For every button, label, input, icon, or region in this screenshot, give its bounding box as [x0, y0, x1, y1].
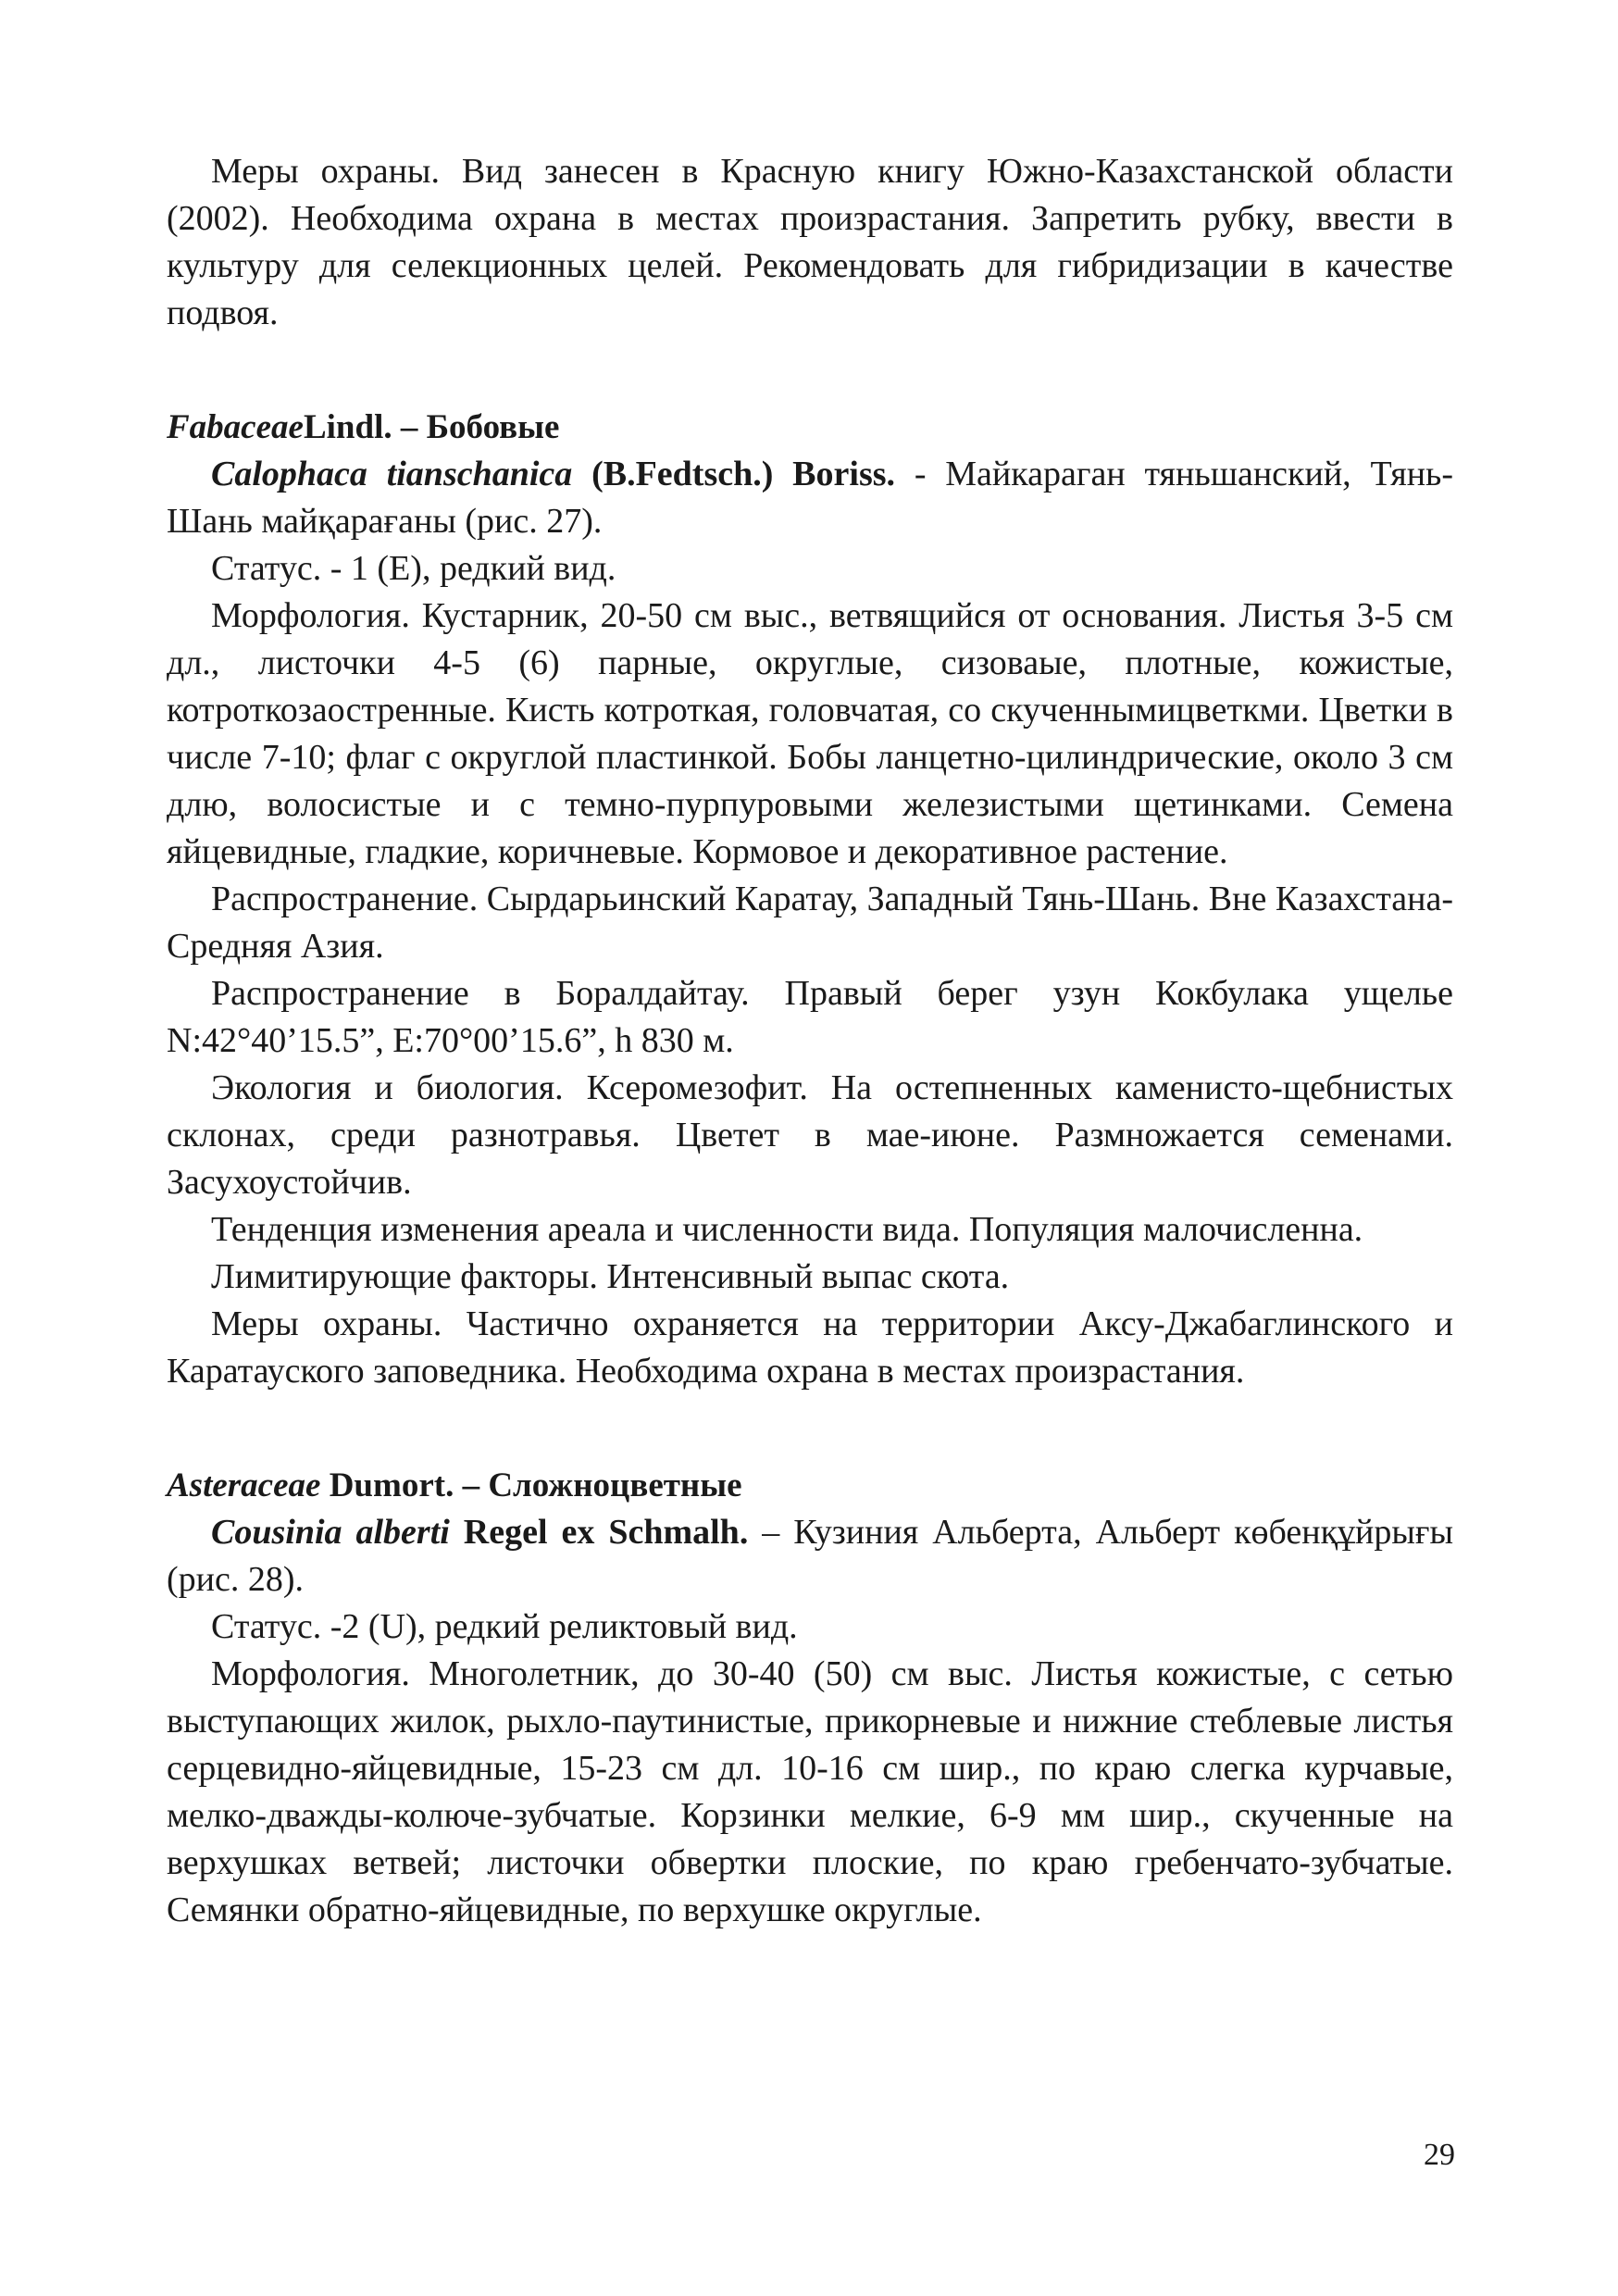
species-latin-name: Cousinia alberti — [211, 1513, 450, 1552]
trend-paragraph: Тенденция изменения ареала и численности вида. Популяция малочисленна. — [211, 1210, 1363, 1249]
limiting-factors-paragraph: Лимитирующие факторы. Интенсивный выпас скота. — [211, 1257, 1010, 1296]
species-latin-name: Calophaca tianschanica — [211, 455, 573, 493]
species-author: (B.Fedtsch.) Boriss. — [572, 455, 896, 493]
measures-paragraph: Меры охраны. Частично охраняется на территории Аксу-Джабаглинского и Каратауского заповедника. Необходима охрана в местах произрастания. — [167, 1304, 1453, 1391]
ecology-paragraph: Экология и биология. Ксеромезофит. На остепненных каменисто-щебнистых склонах, среди разнотравья. Цветет в мае-июне. Размножается семенами. Засухоустойчив. — [167, 1068, 1453, 1202]
species-line-cousinia — [167, 1509, 1453, 1603]
species-line-calophaca — [167, 451, 1453, 545]
status-paragraph: Статус. - 1 (E), редкий вид. — [211, 549, 616, 588]
status-paragraph: Статус. -2 (U), редкий реликтовый вид. — [211, 1607, 798, 1646]
species-author: Regel ex Schmalh. — [449, 1513, 749, 1552]
family-heading-asteraceae — [167, 1462, 1453, 1509]
page-number: 29 — [1424, 2138, 1455, 2172]
intro-measures-paragraph: Меры охраны. Вид занесен в Красную книгу Южно-Казахстанской области (2002). Необходима охрана в местах произрастания. Запретить рубку, ввести в культуру для селекционных целей. Рекомендовать для гибридизации в качестве подвоя. — [167, 152, 1453, 332]
family-latin-name: Fabaceae — [167, 408, 304, 446]
morphology-paragraph: Морфология. Многолетник, до 30-40 (50) см выс. Листья кожистые, с сетью выступающих жилок, рыхло-паутинистые, прикорневые и нижние стеблевые листья серцевидно-яйцевидные, 15-23 см дл. 10-16 см шир., по краю слегка курчавые, мелко-дважды-колюче-зубчатые. Корзинки мелкие, 6-9 мм шир., скученные на верхушках ветвей; листочки обвертки плоские, по краю гребенчато-зубчатые. Семянки обратно-яйцевидные, по верхушке округлые. — [167, 1654, 1453, 1929]
morphology-paragraph: Морфология. Кустарник, 20-50 см выс., ветвящийся от основания. Листья 3-5 см дл., листочки 4-5 (6) парные, округлые, сизоваые, плотные, кожистые, котроткозаостренные. Кисть котроткая, головчатая, со скученнымицветкми. Цветки в числе 7-10; флаг с округлой пластинкой. Бобы ланцетно-цилиндрические, около 3 см длю, волосистые и с темно-пурпуровыми железистыми щетинками. Семена яйцевидные, гладкие, коричневые. Кормовое и декоративное растение. — [167, 596, 1453, 871]
species-common-name: – Кузиния Альберта, Альберт көбенқұйрығы (рис. 28). — [167, 1513, 1454, 1599]
family-author: Dumort. – Сложноцветные — [320, 1466, 742, 1504]
distribution-paragraph: Распространение. Сырдарьинский Каратау, Западный Тянь-Шань. Вне Казахстана- Средняя Азия. — [167, 880, 1453, 966]
section-gap — [167, 337, 1453, 404]
section-gap — [167, 1395, 1453, 1462]
distribution-local-paragraph: Распространение в Боралдайтау. Правый берег узун Кокбулака ущелье N:42°40’15.5”, E:70°00’15.6”, h 830 м. — [167, 974, 1453, 1060]
species-common-name: - Майкараган тяньшанский, Тянь-Шань майқарағаны (рис. 27). — [167, 455, 1454, 541]
page-body — [167, 148, 1453, 1934]
family-heading-fabaceae — [167, 404, 1453, 451]
family-author: Lindl. – Бобовые — [303, 408, 560, 446]
family-latin-name: Asteraceae — [167, 1466, 321, 1504]
